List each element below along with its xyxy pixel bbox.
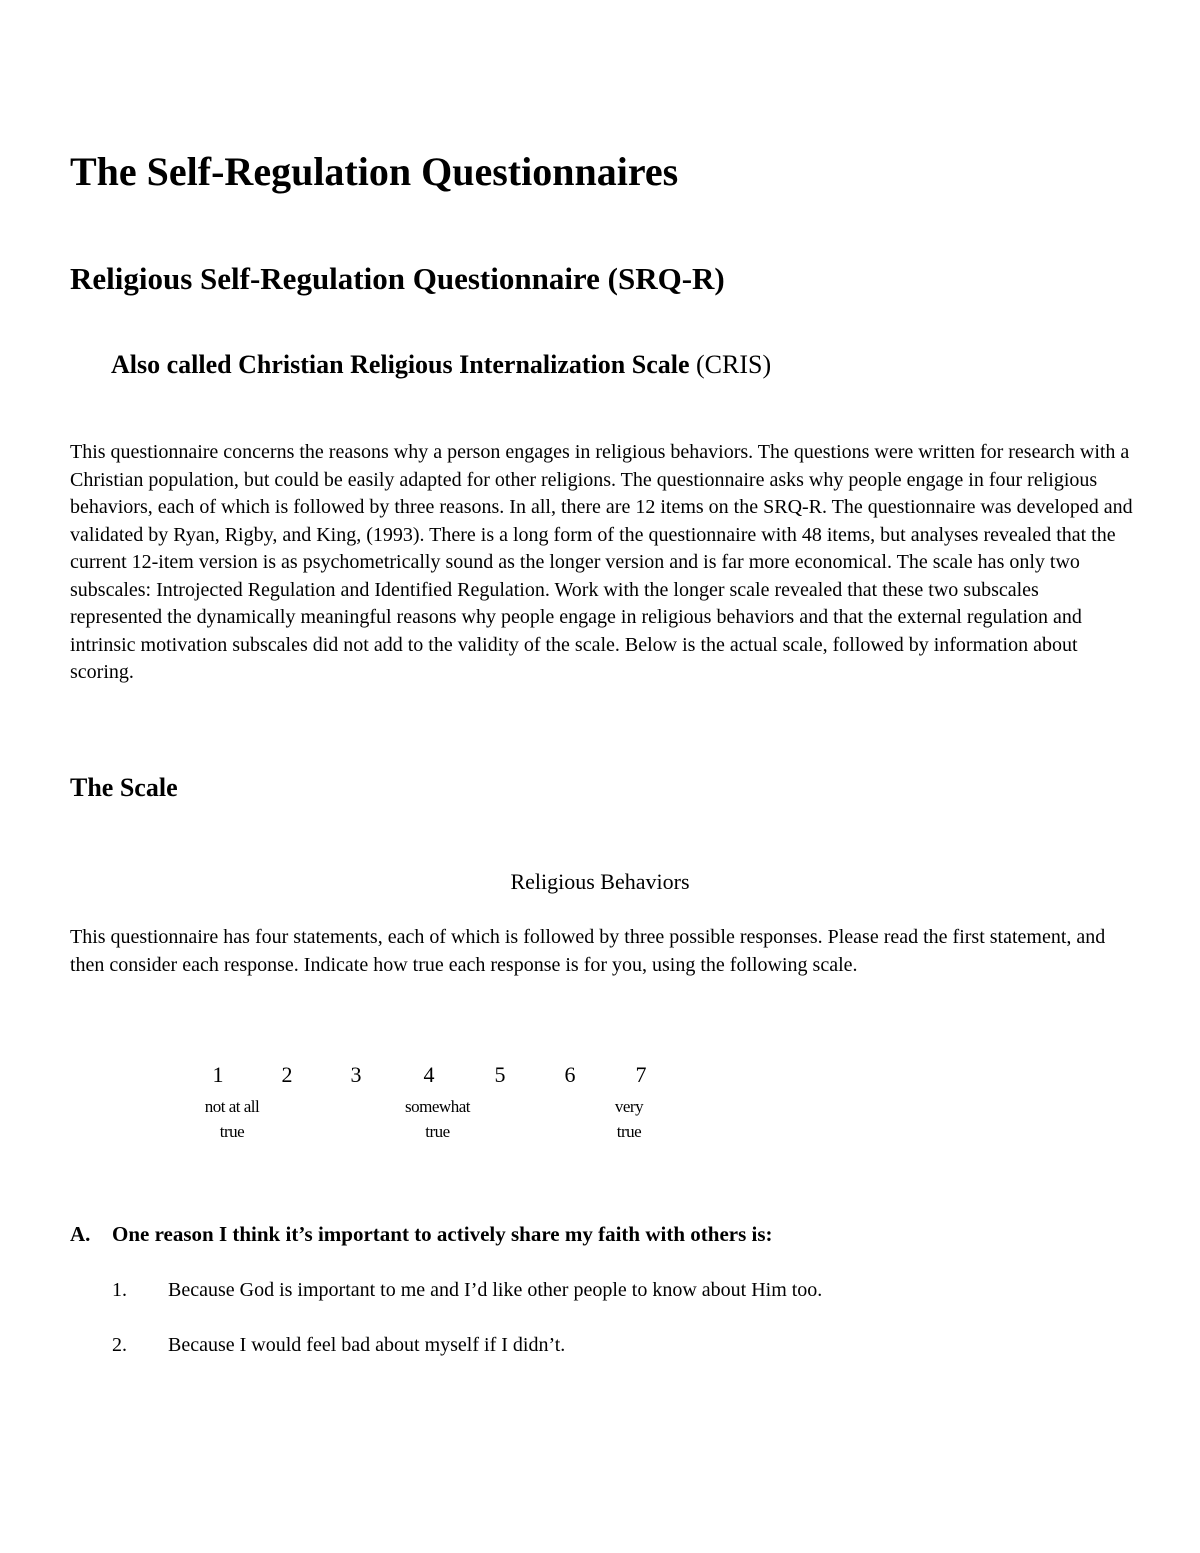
anchor-low-line2: true: [219, 1122, 245, 1141]
scale-point-5: 5: [494, 1062, 506, 1087]
alternate-name-abbrev: (CRIS): [689, 350, 772, 379]
anchor-high: [598, 1094, 660, 1144]
alternate-name-bold: Also called Christian Religious Internalization Scale: [111, 350, 690, 379]
scale-point-2: 2: [281, 1062, 293, 1087]
anchor-mid-line2: true: [425, 1122, 450, 1141]
intro-paragraph: This questionnaire concerns the reasons why a person engages in religious behaviors. The questions were written for research with a Christian population, but could be easily adapted for other religions. The questionnaire asks why people engage in four religious behaviors, each of which is followed by three reasons. In all, there are 12 items on the SRQ-R. The questionnaire was developed and validated by Ryan, Rigby, and King, (1993). There is a long form of the questionnaire with 48 items, but analyses revealed that the current 12-item version is as psychometrically sound as the longer version and is far more economical. The scale has only two subscales: Introjected Regulation and Identified Regulation. Work with the longer scale revealed that these two subscales represented the dynamically meaningful reasons why people engage in religious behaviors and that the external regulation and intrinsic motivation subscales did not add to the validity of the scale. Below is the actual scale, followed by information about scoring.: [70, 441, 1133, 683]
questionnaire-title: Religious Self-Regulation Questionnaire (SRQ-R): [70, 261, 725, 296]
anchor-mid-line1: somewhat: [405, 1097, 470, 1116]
scale-point-4: 4: [423, 1062, 435, 1087]
scale-point-7: 7: [635, 1062, 647, 1087]
anchor-low: [190, 1094, 274, 1144]
instructions-paragraph: This questionnaire has four statements, each of which is followed by three possible responses. Please read the first statement, and then consider each response. Indicate how true each response is for you, using the following scale.: [70, 926, 1106, 976]
scale-heading: The Scale: [70, 773, 178, 802]
scale-point-3: 3: [350, 1062, 362, 1087]
anchor-mid: [380, 1094, 495, 1144]
question-a-prompt: [70, 1220, 773, 1248]
document-title: The Self-Regulation Questionnaires: [70, 149, 679, 194]
anchor-low-line1: not at all: [204, 1097, 260, 1116]
question-a-item: [112, 1276, 822, 1304]
alternate-name-heading: [111, 348, 771, 382]
item-number: 2.: [112, 1334, 127, 1356]
scale-point-6: 6: [564, 1062, 576, 1087]
question-a-text: One reason I think it’s important to actively share my faith with others is:: [112, 1222, 773, 1246]
item-number: 1.: [112, 1279, 127, 1301]
item-text: Because I would feel bad about myself if I didn’t.: [168, 1334, 566, 1356]
anchor-high-line2: true: [616, 1122, 642, 1141]
anchor-high-line1: very: [614, 1097, 644, 1116]
question-a-item: [112, 1331, 565, 1359]
scale-point-1: 1: [212, 1062, 224, 1087]
item-text: Because God is important to me and I’d like other people to know about Him too.: [168, 1279, 823, 1301]
scale-title: Religious Behaviors: [510, 869, 690, 894]
question-a-letter: A.: [70, 1222, 91, 1246]
